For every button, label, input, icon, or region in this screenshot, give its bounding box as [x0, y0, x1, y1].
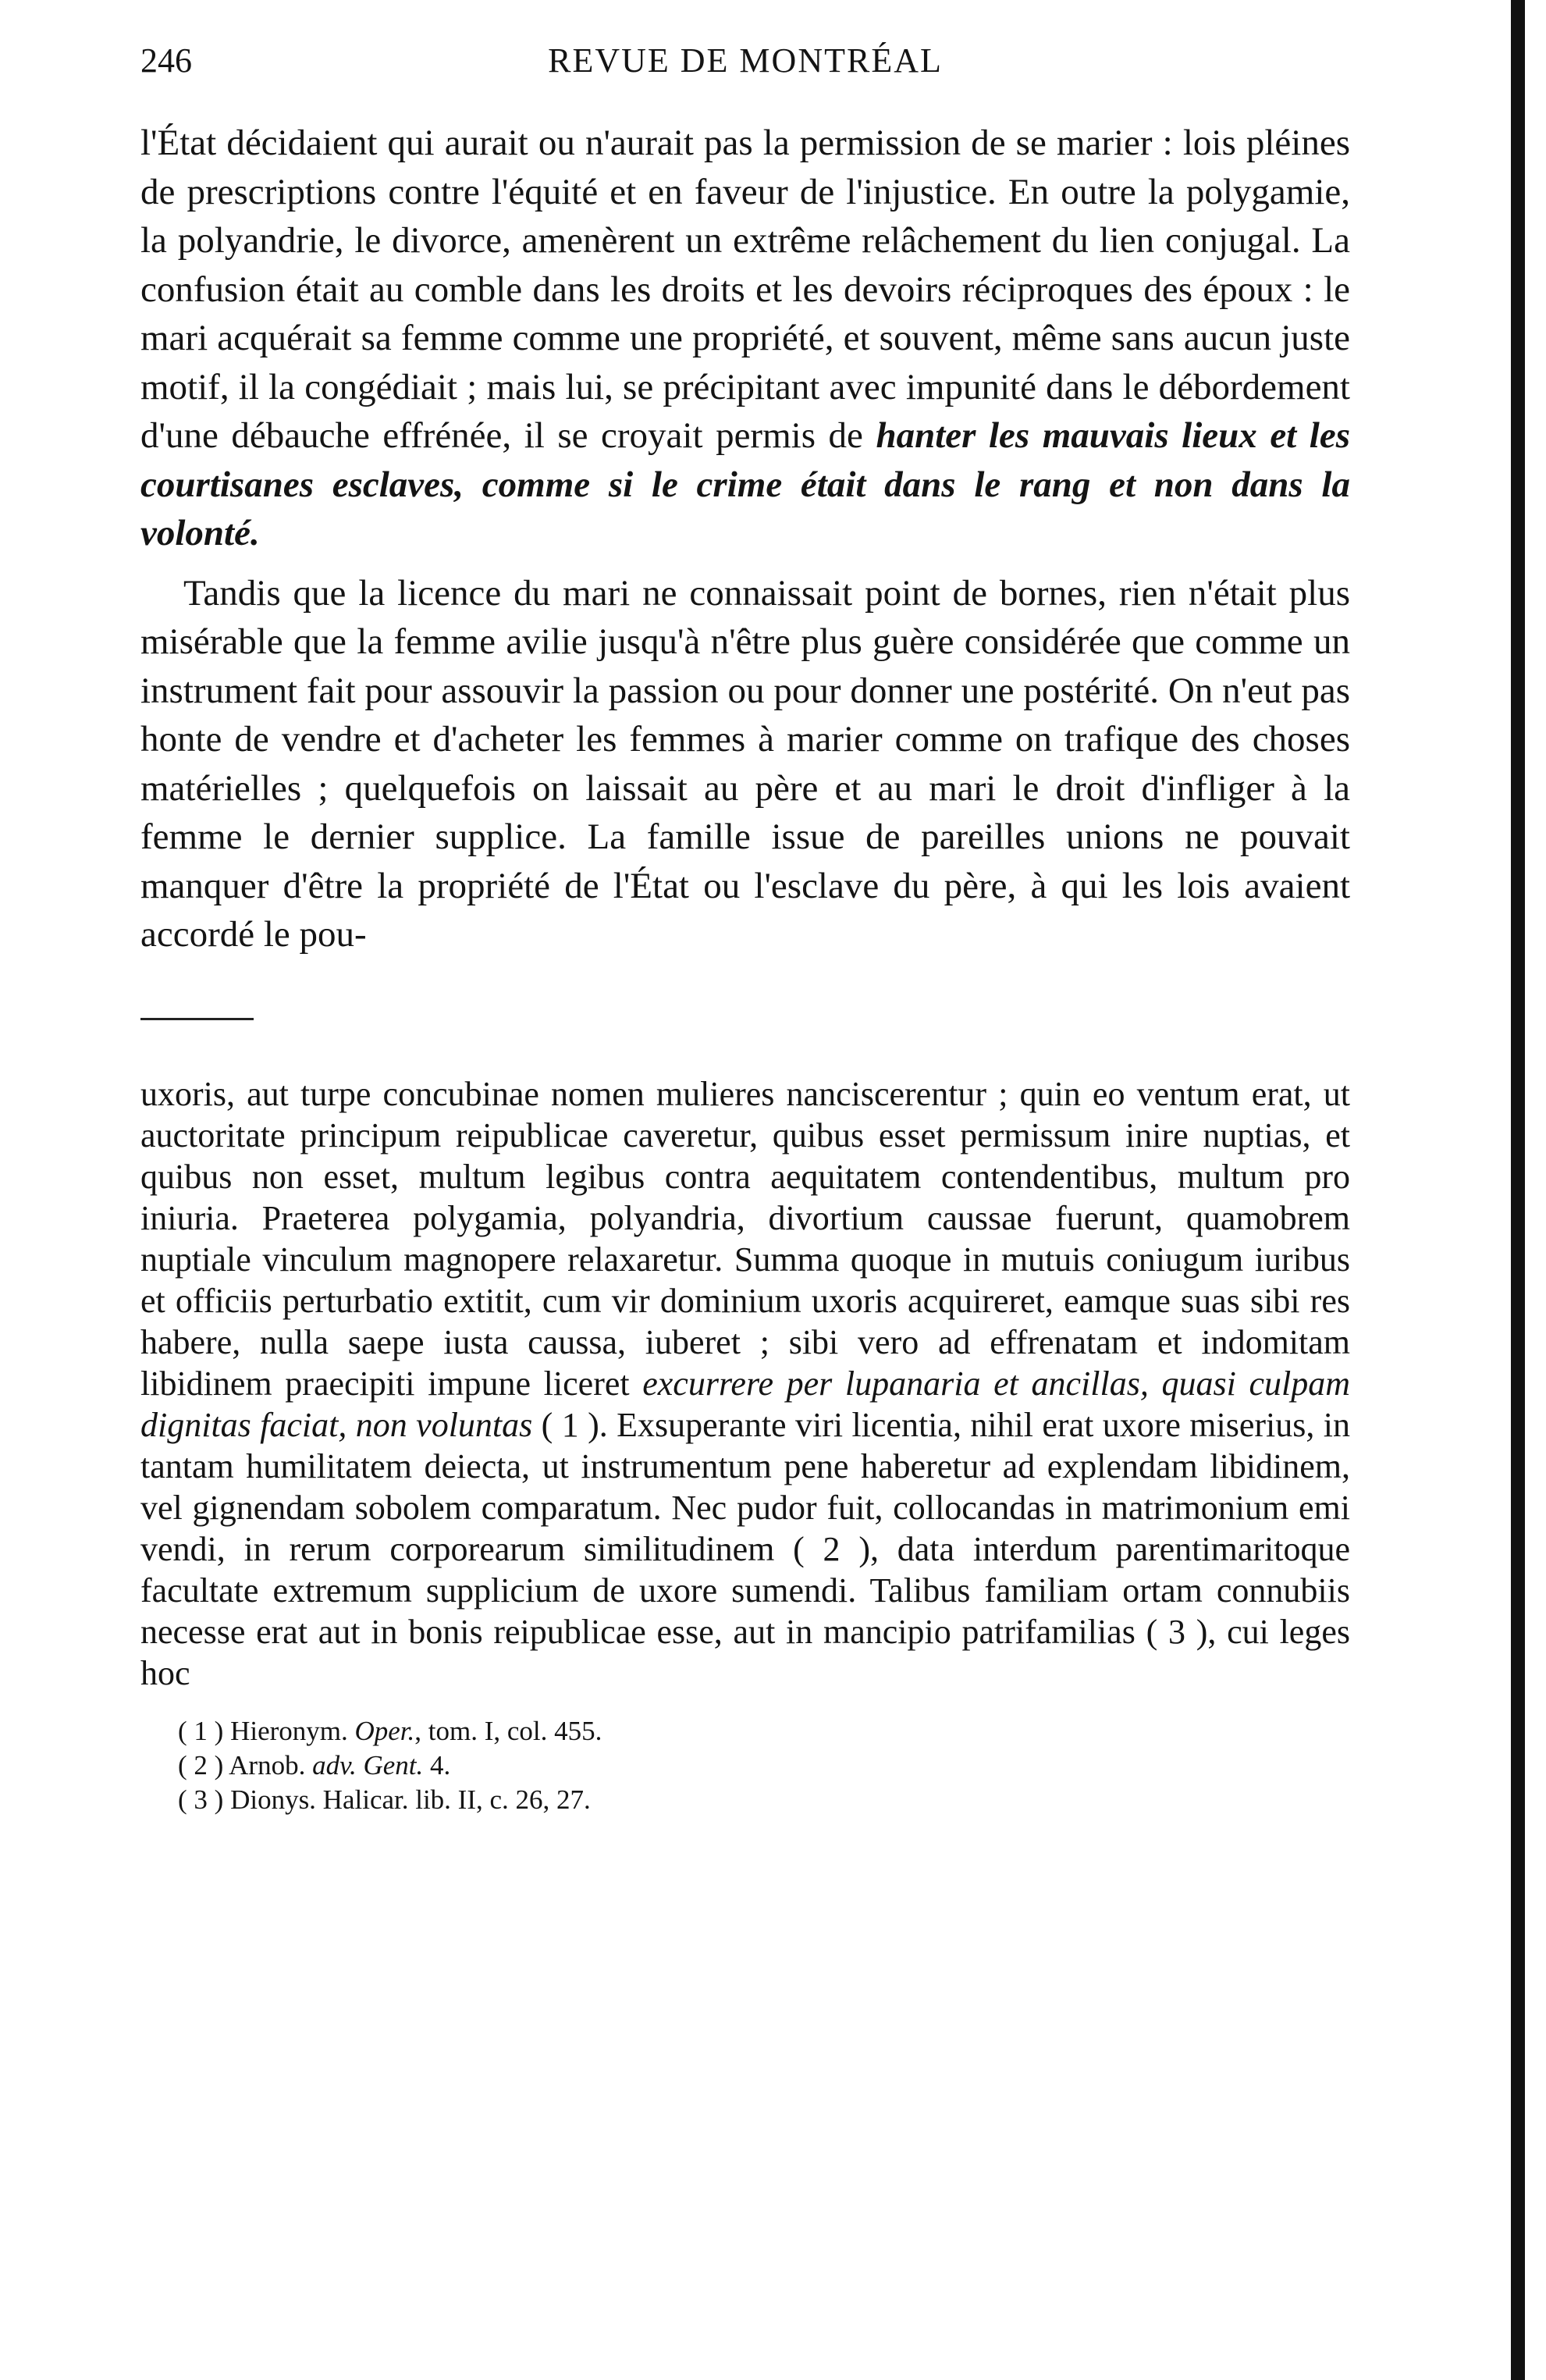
footnote-text-end: 4.	[423, 1749, 451, 1781]
latin-italic: excurrere per lupanaria et ancillas, quasi culpam dignitas faciat, non voluntas	[140, 1364, 1350, 1444]
footnote-italic: adv. Gent.	[312, 1749, 424, 1781]
latin-paragraph	[140, 1073, 1350, 1694]
footnotes	[178, 1714, 1350, 1817]
running-title: REVUE DE MONTRÉAL	[548, 41, 943, 80]
footnote-italic: Oper.	[354, 1715, 415, 1746]
french-paragraph-1-italic: hanter les mauvais lieux et les courtisanes esclaves, comme si le crime était dans le rang et non dans la volonté.	[140, 415, 1350, 553]
footnote	[178, 1783, 1350, 1817]
french-text	[140, 119, 1350, 959]
french-paragraph-2: Tandis que la licence du mari ne connaissait point de bornes, rien n'était plus misérable que la femme avilie jusqu'à n'être plus guère considérée que comme un instrument fait pour assouvir la passion ou pour donner une postérité. On n'eut pas honte de vendre et d'acheter les femmes à marier comme on trafique des choses matérielles ; quelquefois on laissait au père et au mari le droit d'infliger à la femme le dernier supplice. La famille issue de pareilles unions ne pouvait manquer d'être la propriété de l'État ou l'esclave du père, à qui les lois avaient accordé le pou-	[140, 572, 1350, 955]
footnote-text: Dionys. Halicar. lib. II, c. 26, 27.	[223, 1784, 591, 1815]
footnote-mark: ( 1 )	[178, 1715, 224, 1746]
latin-text	[140, 1073, 1350, 1694]
footnote-text: Hieronym.	[223, 1715, 355, 1746]
latin-text-part-2: ( 1 ). Exsuperante viri licentia, nihil erat uxore miserius, in tantam humilitatem deiecta, ut instrumentum pene haberetur ad explendam libidinem, vel gignendam sobolem comparatum. Nec pudor fuit, collocandas in matrimonium emi vendi, in rerum corporearum similitudinem ( 2 ), data interdum parentimaritoque facultate extremum supplicium de uxore sumendi. Talibus familiam ortam connubiis necesse erat aut in bonis reipublicae esse, aut in mancipio patrifamilias ( 3 ), cui leges hoc	[140, 1405, 1350, 1692]
footnote	[178, 1749, 1350, 1783]
footnote-mark: ( 3 )	[178, 1784, 224, 1815]
section-divider	[140, 1018, 254, 1020]
footnote	[178, 1714, 1350, 1749]
book-page	[140, 41, 1350, 1817]
french-paragraph-1	[140, 119, 1350, 558]
footnote-text: Arnob.	[223, 1749, 313, 1781]
page-number: 246	[140, 41, 192, 80]
latin-text-part-1: uxoris, aut turpe concubinae nomen mulieres nanciscerentur ; quin eo ventum erat, ut auctoritate principum reipublicae caveretur, quibus esset permissum inire nuptias, et quibus non esset, multum legibus contra aequitatem contendentibus, multum pro iniuria. Praeterea polygamia, polyandria, divortium caussae fuerunt, quamobrem nuptiale vinculum magnopere relaxaretur. Summa quoque in mutuis coniugum iuribus et officiis perturbatio extitit, cum vir dominium uxoris acquireret, eamque suas sibi res habere, nulla saepe iusta caussa, iuberet ; sibi vero ad effrenatam et indomitam libidinem praecipiti impune liceret	[140, 1074, 1350, 1403]
footnote-mark: ( 2 )	[178, 1749, 224, 1781]
french-paragraph-1-text: l'État décidaient qui aurait ou n'aurait pas la permission de se marier : lois pléines de prescriptions contre l'équité et en faveur de l'injustice. En outre la polygamie, la polyandrie, le divorce, amenèrent un extrême relâchement du lien conjugal. La confusion était au comble dans les droits et les devoirs réciproques des époux : le mari acquérait sa femme comme une propriété, et souvent, même sans aucun juste motif, il la congédiait ; mais lui, se précipitant avec impunité dans le débordement d'une débauche effrénée, il se croyait permis de	[140, 123, 1350, 456]
book-spine-edge	[1511, 0, 1525, 2380]
footnote-text-end: , tom. I, col. 455.	[414, 1715, 602, 1746]
page-header	[140, 41, 1350, 103]
